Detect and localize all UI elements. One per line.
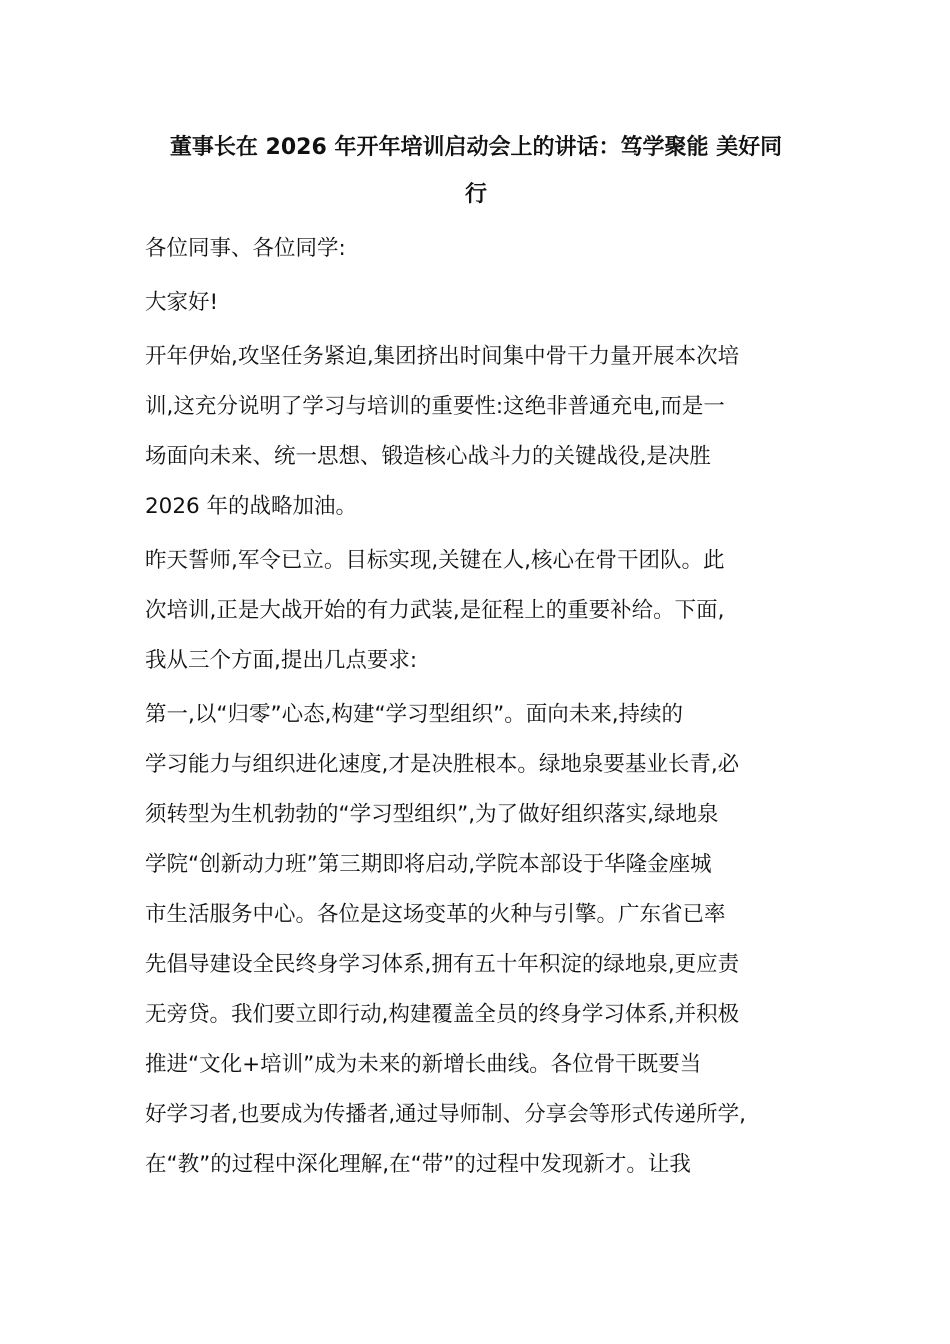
greeting [145,278,815,328]
text-line: 第一,以“归零”心态,构建“学习型组织”。面向未来,持续的 [145,702,684,727]
text-line: 大家好! [145,290,219,315]
text-line: 各位同事、各位同学: [145,236,346,261]
text-line: 学习能力与组织进化速度,才是决胜根本。绿地泉要基业长青,必 [145,752,740,777]
text-line: 推进“文化+培训”成为未来的新增长曲线。各位骨干既要当 [145,1052,702,1077]
text-line: 场面向未来、统一思想、锻造核心战斗力的关键战役,是决胜 [145,444,711,469]
text-line: 在“教”的过程中深化理解,在“带”的过程中发现新才。让我 [145,1152,691,1177]
paragraph-opening [145,332,815,532]
document-body [145,224,815,1194]
text-line: 训,这充分说明了学习与培训的重要性:这绝非普通充电,而是一 [145,394,725,419]
text-line: 先倡导建设全民终身学习体系,拥有五十年积淀的绿地泉,更应责 [145,952,740,977]
text-line: 开年伊始,攻坚任务紧迫,集团挤出时间集中骨干力量开展本次培 [145,344,740,369]
text-line: 市生活服务中心。各位是这场变革的火种与引擎。广东省已率 [145,902,726,927]
title-line: 董事长在 2026 年开年培训启动会上的讲话：笃学聚能 美好同 [169,135,783,160]
text-line: 学院“创新动力班”第三期即将启动,学院本部设于华隆金座城 [145,852,712,877]
document-title [140,124,812,218]
text-line: 我从三个方面,提出几点要求: [145,648,418,673]
title-line: 行 [464,182,487,207]
text-line: 2026 年的战略加油。 [145,494,358,519]
paragraph-mission [145,536,815,686]
text-line: 次培训,正是大战开始的有力武装,是征程上的重要补给。下面, [145,598,725,623]
text-line: 好学习者,也要成为传播者,通过导师制、分享会等形式传递所学, [145,1102,747,1127]
text-line: 昨天誓师,军令已立。目标实现,关键在人,核心在骨干团队。此 [145,548,725,573]
text-line: 无旁贷。我们要立即行动,构建覆盖全员的终身学习体系,并积极 [145,1002,740,1027]
text-line: 须转型为生机勃勃的“学习型组织”,为了做好组织落实,绿地泉 [145,802,719,827]
salutation [145,224,815,274]
paragraph-first-point [145,690,815,1190]
